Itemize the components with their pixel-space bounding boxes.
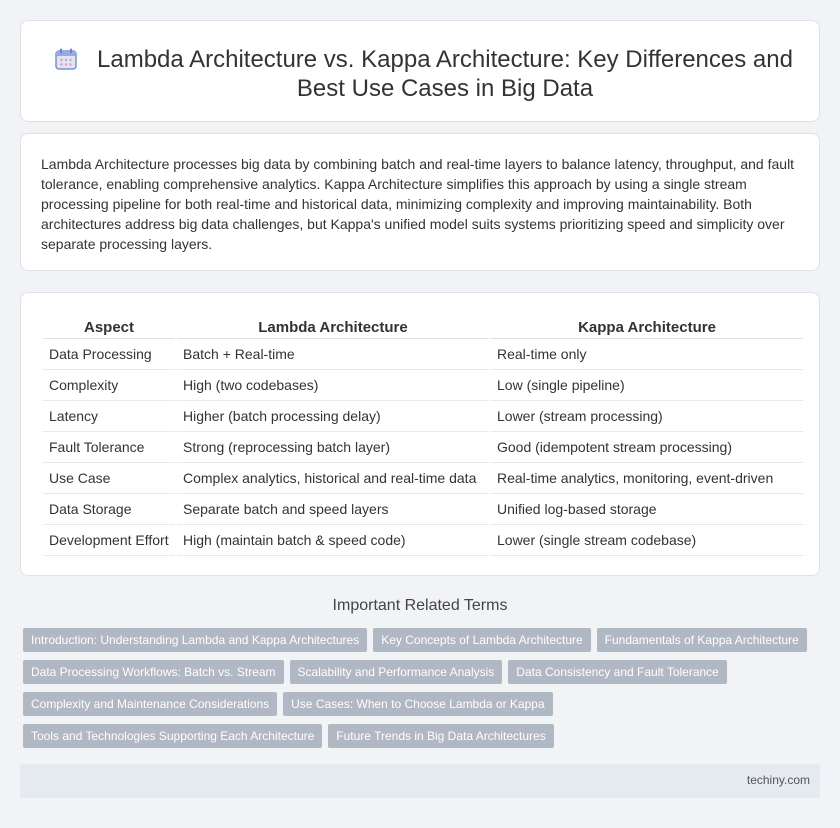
related-term-tag[interactable]: Data Consistency and Fault Tolerance bbox=[508, 660, 727, 684]
related-term-tag[interactable]: Fundamentals of Kappa Architecture bbox=[597, 628, 807, 652]
header-aspect: Aspect bbox=[43, 309, 175, 339]
related-term-tag[interactable]: Introduction: Understanding Lambda and Kappa Architectures bbox=[23, 628, 367, 652]
table-cell: Development Effort bbox=[43, 525, 175, 556]
related-term-tag[interactable]: Scalability and Performance Analysis bbox=[290, 660, 503, 684]
related-term-tag[interactable]: Data Processing Workflows: Batch vs. Stream bbox=[23, 660, 284, 684]
table-cell: Use Case bbox=[43, 463, 175, 494]
table-cell: Complex analytics, historical and real-time data bbox=[177, 463, 489, 494]
table-cell: Real-time analytics, monitoring, event-driven bbox=[491, 463, 803, 494]
table-row bbox=[43, 401, 803, 432]
related-term-tag[interactable]: Tools and Technologies Supporting Each Architecture bbox=[23, 724, 322, 748]
table-cell: Data Storage bbox=[43, 494, 175, 525]
table-cell: Unified log-based storage bbox=[491, 494, 803, 525]
table-cell: Fault Tolerance bbox=[43, 432, 175, 463]
page-title: Lambda Architecture vs. Kappa Architecture: Key Differences and Best Use Cases in Big Data bbox=[97, 46, 793, 102]
header-kappa: Kappa Architecture bbox=[491, 309, 803, 339]
table-cell: Higher (batch processing delay) bbox=[177, 401, 489, 432]
comparison-card bbox=[20, 292, 820, 576]
table-cell: Low (single pipeline) bbox=[491, 370, 803, 401]
calendar-icon bbox=[54, 47, 78, 71]
table-cell: Real-time only bbox=[491, 339, 803, 370]
table-row bbox=[43, 463, 803, 494]
footer bbox=[20, 764, 820, 798]
table-cell: Complexity bbox=[43, 370, 175, 401]
table-row bbox=[43, 432, 803, 463]
related-term-tag[interactable]: Complexity and Maintenance Considerations bbox=[23, 692, 277, 716]
comparison-table bbox=[41, 309, 805, 556]
table-cell: Data Processing bbox=[43, 339, 175, 370]
related-term-tag[interactable]: Key Concepts of Lambda Architecture bbox=[373, 628, 590, 652]
table-header-row bbox=[43, 309, 803, 339]
intro-card bbox=[20, 133, 820, 271]
related-term-tag[interactable]: Future Trends in Big Data Architectures bbox=[328, 724, 553, 748]
title-card bbox=[20, 20, 820, 122]
related-term-tag[interactable]: Use Cases: When to Choose Lambda or Kappa bbox=[283, 692, 552, 716]
table-cell: Lower (stream processing) bbox=[491, 401, 803, 432]
table-cell: Lower (single stream codebase) bbox=[491, 525, 803, 556]
table-cell: Strong (reprocessing batch layer) bbox=[177, 432, 489, 463]
table-cell: High (two codebases) bbox=[177, 370, 489, 401]
table-cell: Good (idempotent stream processing) bbox=[491, 432, 803, 463]
intro-paragraph: Lambda Architecture processes big data by combining batch and real-time layers to balance latency, throughput, and fault tolerance, enabling comprehensive analytics. Kappa Architecture simplifies this approach by using a single stream processing pipeline for both real-time and historical data, minimizing complexity and improving maintainability. Both architectures address big data challenges, but Kappa's unified model suits systems prioritizing speed and simplicity over separate processing layers. bbox=[41, 156, 795, 252]
table-cell: Batch + Real-time bbox=[177, 339, 489, 370]
table-row bbox=[43, 370, 803, 401]
site-name[interactable]: techiny.com bbox=[746, 773, 810, 787]
table-row bbox=[43, 494, 803, 525]
table-row bbox=[43, 339, 803, 370]
table-cell: Latency bbox=[43, 401, 175, 432]
related-terms-title: Important Related Terms bbox=[332, 597, 508, 614]
table-cell: Separate batch and speed layers bbox=[177, 494, 489, 525]
table-row bbox=[43, 525, 803, 556]
table-cell: High (maintain batch & speed code) bbox=[177, 525, 489, 556]
header-lambda: Lambda Architecture bbox=[177, 309, 489, 339]
related-terms-list bbox=[23, 628, 823, 756]
